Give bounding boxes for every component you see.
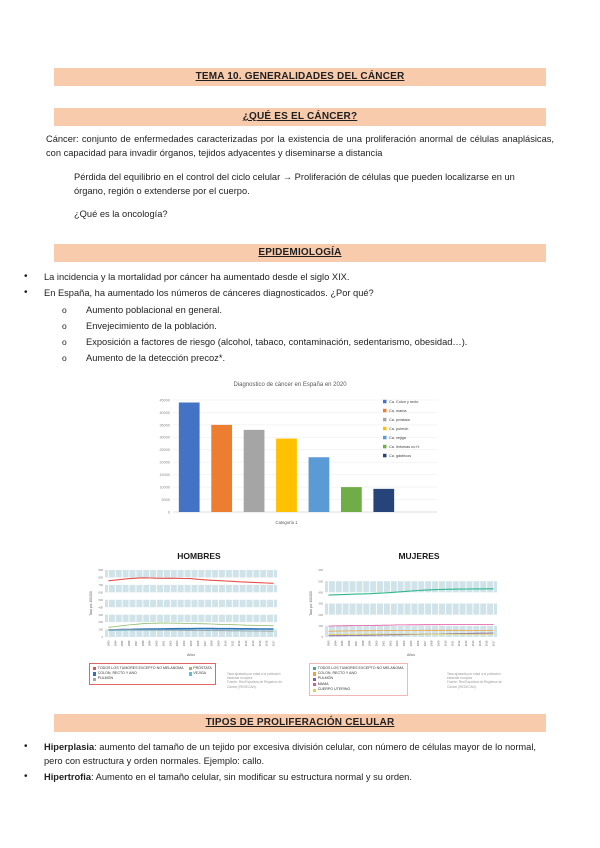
svg-text:200: 200 — [98, 620, 103, 625]
svg-text:400: 400 — [98, 605, 103, 610]
legend-label: TODOS LOS TUMORES EXCEPTO NO MELANOMA — [317, 665, 404, 670]
svg-text:2006: 2006 — [196, 640, 200, 647]
svg-text:2009: 2009 — [437, 640, 441, 647]
section-heading-que-es-cancer: ¿QUÉ ES EL CÁNCER? — [54, 108, 546, 126]
svg-text:2000: 2000 — [155, 640, 159, 647]
legend-marker — [93, 672, 96, 675]
svg-text:2000: 2000 — [375, 640, 379, 647]
bar-chart-svg — [145, 376, 455, 542]
svg-text:2004: 2004 — [183, 640, 187, 647]
svg-text:100: 100 — [318, 623, 323, 628]
hombres-legend — [89, 663, 216, 685]
svg-text:2017: 2017 — [492, 640, 496, 647]
svg-text:1996: 1996 — [128, 640, 132, 647]
legend-label: MAMA — [317, 681, 329, 686]
svg-text:HOMBRES: HOMBRES — [177, 551, 221, 562]
legend-item — [189, 667, 212, 671]
svg-text:2003: 2003 — [176, 640, 180, 647]
legend-marker — [313, 683, 316, 686]
cancer-definition: Cáncer: conjunto de enfermedades caracterizadas por la existencia de una proliferación anormal de células anaplásicas, con capacidad para invadir órganos, tejidos adyacentes y diseminarse a distancia — [46, 134, 554, 158]
svg-text:1993: 1993 — [107, 640, 111, 647]
svg-text:2003: 2003 — [396, 640, 400, 647]
svg-text:1995: 1995 — [121, 640, 125, 647]
cancer-note: Pérdida del equilibrio en el control del ciclo celular → Proliferación de células que pueden localizarse en un órgano, región o extenderse por el cuerpo. — [74, 171, 515, 196]
svg-text:2014: 2014 — [471, 640, 475, 647]
svg-text:800: 800 — [98, 575, 103, 580]
legend-marker — [313, 672, 316, 675]
term-hipertrofia: Hipertrofia — [44, 772, 92, 782]
svg-text:40000: 40000 — [159, 410, 170, 415]
svg-text:2005: 2005 — [410, 640, 413, 647]
svg-text:1998: 1998 — [141, 640, 145, 647]
svg-text:1998: 1998 — [361, 640, 365, 647]
legend-marker — [313, 689, 316, 692]
legend-label: PULMÓN — [317, 676, 334, 681]
legend-item — [313, 683, 404, 687]
svg-text:2008: 2008 — [210, 640, 214, 647]
svg-text:0: 0 — [167, 510, 170, 515]
svg-text:2012: 2012 — [458, 640, 462, 647]
svg-text:2016: 2016 — [265, 640, 269, 647]
svg-text:Ca. próstata: Ca. próstata — [389, 418, 410, 423]
legend-item — [313, 688, 404, 692]
svg-text:2007: 2007 — [203, 640, 207, 647]
svg-text:2017: 2017 — [272, 640, 276, 647]
svg-text:400: 400 — [318, 590, 323, 595]
section-heading-epidemiologia: EPIDEMIOLOGÍA — [54, 244, 546, 262]
svg-text:2007: 2007 — [423, 640, 427, 647]
svg-text:1996: 1996 — [348, 640, 352, 647]
svg-text:2001: 2001 — [162, 640, 166, 647]
svg-text:2015: 2015 — [258, 640, 262, 647]
list-item: o Aumento poblacional en general. — [60, 304, 554, 317]
legend-label: CUERPO UTERINO — [317, 687, 351, 692]
legend-label: COLON, RECTO Y ANO — [317, 671, 357, 676]
line-chart-mujeres — [305, 545, 515, 697]
epidemiologia-list — [20, 271, 554, 365]
svg-text:Tasa por 100.000: Tasa por 100.000 — [309, 591, 313, 616]
legend-marker — [189, 667, 192, 670]
svg-text:Años: Años — [187, 653, 195, 658]
svg-text:2011: 2011 — [451, 640, 455, 647]
svg-text:2016: 2016 — [485, 640, 489, 647]
legend-item — [313, 667, 404, 671]
legend-item — [313, 677, 404, 681]
list-item: • Hipertrofia: Aumento en el tamaño celular, sin modificar su estructura normal y su orden. — [20, 771, 554, 784]
svg-text:10000: 10000 — [159, 485, 170, 490]
svg-text:Ca. vejiga: Ca. vejiga — [389, 436, 406, 441]
legend-marker — [93, 667, 96, 670]
svg-text:2012: 2012 — [238, 640, 242, 647]
legend-label: PULMÓN — [97, 676, 114, 681]
mujeres-chart-svg — [305, 545, 515, 659]
legend-marker — [313, 667, 316, 670]
epidemiologia-sublist — [44, 304, 554, 365]
svg-text:Ca. gástricos: Ca. gástricos — [389, 454, 412, 459]
legend-item — [189, 672, 212, 676]
svg-text:1994: 1994 — [114, 640, 118, 647]
svg-text:Tasa por 100.000: Tasa por 100.000 — [89, 591, 93, 616]
oncologia-question: ¿Qué es la oncología? — [74, 208, 168, 219]
svg-text:1997: 1997 — [134, 640, 138, 647]
line-chart-hombres — [85, 545, 295, 697]
list-item: • Hiperplasia: aumento del tamaño de un tejido por excesiva división celular, con número de células mayor de lo normal, pero con estructura y orden normales. Ejemplo: callo. — [20, 741, 554, 768]
svg-text:Ca. Colon y recto: Ca. Colon y recto — [389, 400, 419, 405]
svg-text:2008: 2008 — [430, 640, 434, 647]
svg-text:15000: 15000 — [159, 473, 170, 478]
legend-label: COLON, RECTO Y ANO — [97, 671, 137, 676]
svg-text:1999: 1999 — [148, 640, 152, 647]
svg-text:2010: 2010 — [444, 640, 448, 647]
svg-text:1994: 1994 — [334, 640, 338, 647]
svg-text:100: 100 — [98, 627, 103, 632]
legend-item — [93, 677, 184, 681]
page-title: TEMA 10. GENERALIDADES DEL CÁNCER — [54, 68, 546, 86]
svg-text:700: 700 — [98, 583, 103, 588]
list-item: • En España, ha aumentado los números de cánceres diagnosticados. ¿Por qué? o Aumento poblacional en general. o Envejecimiento de la población. o Exposición a factores de riesgo (alcohol, tabaco, contaminación, sedentarismo, obesidad…). o Aumento de la detección precoz*. — [20, 287, 554, 365]
svg-text:1999: 1999 — [368, 640, 372, 647]
legend-item — [93, 667, 184, 671]
incidence-charts-row — [0, 545, 600, 697]
svg-text:2006: 2006 — [416, 640, 420, 647]
svg-text:30000: 30000 — [159, 435, 170, 440]
legend-label: PRÓSTATA — [193, 665, 212, 670]
svg-text:2013: 2013 — [465, 640, 469, 647]
svg-text:Ca. linfomas no H.: Ca. linfomas no H. — [389, 445, 421, 450]
svg-text:Categoría 1: Categoría 1 — [275, 520, 298, 526]
svg-text:300: 300 — [318, 601, 323, 606]
svg-text:5000: 5000 — [161, 498, 170, 503]
svg-text:2004: 2004 — [403, 640, 407, 647]
svg-text:2015: 2015 — [478, 640, 482, 647]
legend-marker — [93, 678, 96, 681]
svg-text:2010: 2010 — [224, 640, 228, 647]
svg-text:2011: 2011 — [231, 640, 235, 647]
section-heading-tipos-proliferacion: TIPOS DE PROLIFERACIÓN CELULAR — [54, 714, 546, 732]
legend-label: TODOS LOS TUMORES EXCEPTO NO MELANOMA — [97, 665, 184, 670]
list-item: o Exposición a factores de riesgo (alcohol, tabaco, contaminación, sedentarismo, obesidad…). — [60, 336, 554, 349]
svg-text:1993: 1993 — [327, 640, 331, 647]
svg-text:Ca. mama: Ca. mama — [389, 409, 407, 414]
legend-marker — [189, 672, 192, 675]
svg-text:2002: 2002 — [169, 640, 173, 647]
tipos-list — [20, 741, 554, 784]
svg-text:2009: 2009 — [217, 640, 221, 647]
svg-text:MUJERES: MUJERES — [398, 551, 440, 562]
svg-text:200: 200 — [318, 612, 323, 617]
svg-text:0: 0 — [101, 635, 103, 640]
mujeres-source-note: Tasa ajustada por edad a la población estándar europea. Fuente: Red Española de Registros de Cáncer (REDECAN). — [447, 672, 502, 689]
svg-text:300: 300 — [98, 612, 103, 617]
bar-chart-diagnosticos — [145, 376, 455, 542]
hombres-chart-svg — [85, 545, 295, 659]
svg-text:Diagnostico de cáncer en Españ: Diagnostico de cáncer en España en 2020 — [233, 382, 347, 389]
legend-label: VEJIGA — [193, 671, 207, 676]
svg-text:1995: 1995 — [341, 640, 345, 647]
svg-text:500: 500 — [98, 597, 103, 602]
svg-text:2014: 2014 — [251, 640, 255, 647]
svg-text:600: 600 — [318, 568, 323, 573]
hombres-source-note: Tasa ajustada por edad a la población estándar europea. Fuente: Red Española de Registros de Cáncer (REDECAN). — [227, 672, 282, 689]
svg-text:600: 600 — [98, 590, 103, 595]
svg-text:2013: 2013 — [245, 640, 249, 647]
svg-text:Años: Años — [407, 653, 415, 658]
svg-text:2001: 2001 — [382, 640, 386, 647]
term-hiperplasia: Hiperplasia — [44, 742, 95, 753]
svg-text:1997: 1997 — [354, 640, 358, 647]
svg-text:0: 0 — [321, 635, 323, 640]
svg-text:Ca. pulmón: Ca. pulmón — [389, 427, 409, 432]
legend-marker — [313, 678, 316, 681]
list-item: o Aumento de la detección precoz*. — [60, 352, 554, 365]
svg-text:2005: 2005 — [190, 640, 193, 647]
svg-text:45000: 45000 — [159, 398, 170, 403]
list-item: • La incidencia y la mortalidad por cáncer ha aumentado desde el siglo XIX. — [20, 271, 554, 284]
mujeres-legend — [309, 663, 408, 696]
svg-text:500: 500 — [318, 579, 323, 584]
svg-text:2002: 2002 — [389, 640, 393, 647]
list-item: o Envejecimiento de la población. — [60, 320, 554, 333]
svg-text:900: 900 — [98, 568, 103, 573]
svg-text:35000: 35000 — [159, 423, 170, 428]
svg-text:25000: 25000 — [159, 448, 170, 453]
svg-text:20000: 20000 — [159, 460, 170, 465]
